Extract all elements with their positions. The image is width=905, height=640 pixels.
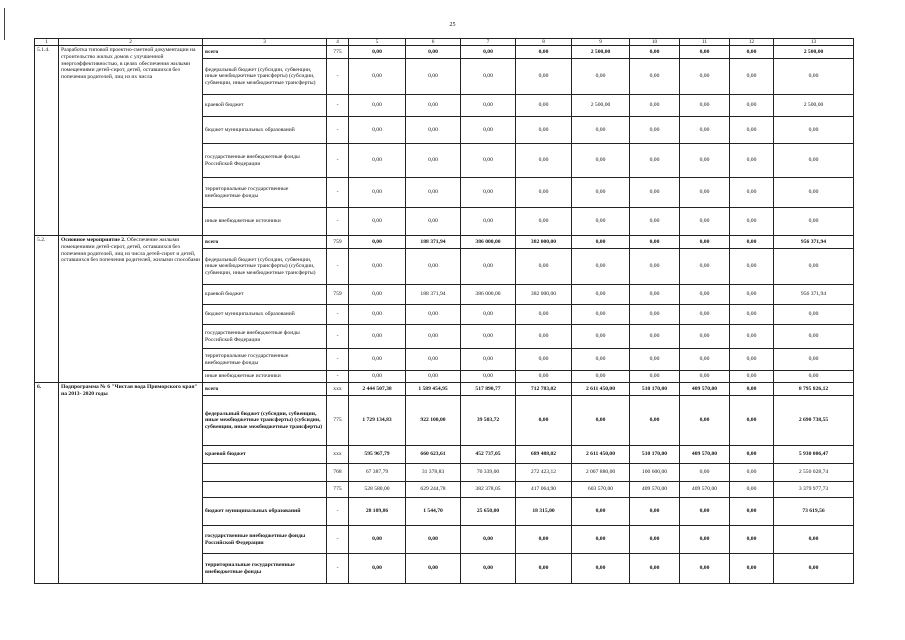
year-amount: 0,00 [406, 46, 461, 59]
year-amount: 0,00 [680, 371, 730, 383]
year-amount: 660 623,61 [406, 446, 461, 464]
section-number: 5.2. [35, 236, 59, 383]
year-amount: 0,00 [349, 371, 406, 383]
year-amount: 0,00 [516, 144, 572, 178]
year-amount: 922 100,00 [406, 396, 461, 446]
year-amount: 188 371,94 [406, 236, 461, 249]
year-amount: 2 007 880,00 [572, 464, 630, 482]
year-amount: 0,00 [630, 371, 680, 383]
year-amount: 0,00 [406, 95, 461, 117]
funding-source: территориальные государственные внебюджетные фонды [203, 349, 327, 371]
year-amount: 0,00 [516, 554, 572, 584]
column-number: 10 [630, 39, 680, 46]
year-amount: 0,00 [572, 396, 630, 446]
year-amount: 0,00 [349, 59, 406, 95]
year-amount: 0,00 [461, 46, 516, 59]
year-amount: 0,00 [630, 144, 680, 178]
funding-source: бюджет муниципальных образований [203, 305, 327, 325]
funding-source: федеральный бюджет (субсидии, субвенции, иные межбюджетные трансферты) (субсидии, субвенции, иные межбюджетные трансферты) [203, 396, 327, 446]
total-amount: 0,00 [774, 59, 854, 95]
year-amount: 0,00 [630, 349, 680, 371]
budget-code: - [327, 349, 349, 371]
funding-source: бюджет муниципальных образований [203, 498, 327, 526]
year-amount: 0,00 [680, 117, 730, 144]
column-number: 6 [406, 39, 461, 46]
budget-code: - [327, 371, 349, 383]
year-amount: 0,00 [680, 464, 730, 482]
year-amount: 382 378,05 [461, 482, 516, 498]
year-amount: 0,00 [572, 285, 630, 305]
section-number: 6. [35, 383, 59, 584]
year-amount: 0,00 [349, 285, 406, 305]
year-amount: 0,00 [461, 325, 516, 349]
year-amount: 0,00 [572, 305, 630, 325]
table-row [35, 46, 854, 59]
year-amount: 0,00 [730, 349, 774, 371]
year-amount: 0,00 [630, 95, 680, 117]
total-amount: 0,00 [774, 249, 854, 285]
year-amount: 0,00 [630, 285, 680, 305]
year-amount: 517 890,77 [461, 383, 516, 396]
year-amount: 0,00 [406, 305, 461, 325]
year-amount: 0,00 [730, 498, 774, 526]
section-name: Подпрограмма № 6 "Чистая вода Приморского края" на 2013- 2020 годы [59, 383, 203, 584]
year-amount: 0,00 [572, 249, 630, 285]
year-amount: 382 000,00 [516, 236, 572, 249]
year-amount: 0,00 [630, 236, 680, 249]
year-amount: 0,00 [406, 178, 461, 208]
year-amount: 0,00 [630, 396, 680, 446]
year-amount: 0,00 [572, 325, 630, 349]
year-amount: 0,00 [461, 249, 516, 285]
year-amount: 0,00 [516, 208, 572, 236]
column-number: 5 [349, 39, 406, 46]
year-amount: 452 737,05 [461, 446, 516, 464]
year-amount: 0,00 [572, 117, 630, 144]
year-amount: 0,00 [730, 117, 774, 144]
year-amount: 510 170,00 [630, 446, 680, 464]
year-amount: 0,00 [680, 144, 730, 178]
year-amount: 0,00 [516, 46, 572, 59]
year-amount: 0,00 [730, 208, 774, 236]
year-amount: 0,00 [461, 144, 516, 178]
year-amount: 0,00 [680, 554, 730, 584]
total-amount: 0,00 [774, 178, 854, 208]
budget-code: 759 [327, 285, 349, 305]
total-amount: 0,00 [774, 144, 854, 178]
funding-source: государственные внебюджетные фонды Российской Федерации [203, 526, 327, 554]
budget-code: - [327, 59, 349, 95]
column-number: 1 [35, 39, 59, 46]
year-amount: 0,00 [349, 305, 406, 325]
year-amount: 2 611 450,00 [572, 446, 630, 464]
budget-code: - [327, 554, 349, 584]
year-amount: 0,00 [461, 117, 516, 144]
year-amount: 0,00 [349, 249, 406, 285]
year-amount: 0,00 [516, 325, 572, 349]
funding-source: всего [203, 383, 327, 396]
section-number: 5.1.4. [35, 46, 59, 236]
year-amount: 382 000,00 [516, 285, 572, 305]
year-amount: 0,00 [461, 178, 516, 208]
year-amount: 0,00 [730, 46, 774, 59]
year-amount: 1 589 454,95 [406, 383, 461, 396]
year-amount: 31 378,83 [406, 464, 461, 482]
year-amount: 0,00 [461, 305, 516, 325]
year-amount: 0,00 [630, 554, 680, 584]
funding-source: федеральный бюджет (субсидии, субвенции, иные межбюджетные трансферты) (субсидии, субвенции, иные межбюджетные трансферты) [203, 59, 327, 95]
total-amount: 5 930 006,47 [774, 446, 854, 464]
year-amount: 689 488,02 [516, 446, 572, 464]
year-amount: 0,00 [630, 498, 680, 526]
table-row [35, 236, 854, 249]
year-amount: 0,00 [516, 349, 572, 371]
total-amount: 956 371,94 [774, 236, 854, 249]
total-amount: 8 795 826,12 [774, 383, 854, 396]
year-amount: 0,00 [680, 208, 730, 236]
budget-code: - [327, 249, 349, 285]
year-amount: 0,00 [406, 554, 461, 584]
year-amount: 70 339,00 [461, 464, 516, 482]
year-amount: 0,00 [680, 236, 730, 249]
year-amount: 0,00 [349, 236, 406, 249]
year-amount: 0,00 [572, 59, 630, 95]
program-funding-table [34, 38, 854, 584]
year-amount: 0,00 [349, 95, 406, 117]
year-amount: 0,00 [516, 117, 572, 144]
funding-source [203, 482, 327, 498]
funding-source: государственные внебюджетные фонды Российской Федерации [203, 325, 327, 349]
budget-code: - [327, 305, 349, 325]
year-amount: 0,00 [730, 554, 774, 584]
column-number: 7 [461, 39, 516, 46]
year-amount: 0,00 [680, 349, 730, 371]
funding-source [203, 464, 327, 482]
year-amount: 409 570,00 [680, 482, 730, 498]
year-amount: 0,00 [630, 178, 680, 208]
year-amount: 0,00 [730, 178, 774, 208]
year-amount: 0,00 [406, 325, 461, 349]
year-amount: 2 611 450,00 [572, 383, 630, 396]
year-amount: 0,00 [680, 95, 730, 117]
budget-code: - [327, 144, 349, 178]
funding-source: федеральный бюджет (субсидии, субвенции, иные межбюджетные трансферты) (субсидии, субвенции, иные межбюджетные трансферты) [203, 249, 327, 285]
year-amount: 0,00 [730, 464, 774, 482]
year-amount: 0,00 [461, 95, 516, 117]
funding-source: территориальные государственные внебюджетные фонды [203, 554, 327, 584]
year-amount: 0,00 [461, 208, 516, 236]
year-amount: 409 570,00 [680, 383, 730, 396]
year-amount: 0,00 [406, 349, 461, 371]
budget-code: 775 [327, 46, 349, 59]
year-amount: 0,00 [572, 178, 630, 208]
year-amount: 0,00 [730, 305, 774, 325]
year-amount: 67 387,79 [349, 464, 406, 482]
year-amount: 0,00 [680, 178, 730, 208]
year-amount: 0,00 [461, 371, 516, 383]
year-amount: 603 570,00 [572, 482, 630, 498]
year-amount: 25 650,00 [461, 498, 516, 526]
budget-code: 775 [327, 482, 349, 498]
total-amount: 2 550 028,74 [774, 464, 854, 482]
budget-code: 775 [327, 396, 349, 446]
year-amount: 0,00 [730, 249, 774, 285]
total-amount: 2 690 738,55 [774, 396, 854, 446]
year-amount: 39 503,72 [461, 396, 516, 446]
year-amount: 0,00 [572, 349, 630, 371]
total-amount: 0,00 [774, 325, 854, 349]
year-amount: 0,00 [572, 208, 630, 236]
year-amount: 0,00 [516, 178, 572, 208]
funding-source: краевой бюджет [203, 446, 327, 464]
year-amount: 0,00 [406, 208, 461, 236]
year-amount: 0,00 [461, 526, 516, 554]
total-amount: 956 371,94 [774, 285, 854, 305]
section-name: Разработка типовой проектно-сметной документации на строительство жилых домов с улучшенной энергоэффективностью, в целях обеспечения жилыми помещениями детей-сирот, детей, оставшихся без попечения родителей, лиц из их числа [59, 46, 203, 236]
year-amount: 0,00 [730, 482, 774, 498]
year-amount: 0,00 [730, 325, 774, 349]
year-amount: 0,00 [572, 498, 630, 526]
year-amount: 0,00 [349, 526, 406, 554]
year-amount: 0,00 [730, 95, 774, 117]
year-amount: 0,00 [349, 208, 406, 236]
section-name: Основное мероприятие 2. Обеспечение жилыми помещениями детей-сирот, детей, оставшихся без попечения родителей, лиц из числа детей-сирот и детей, оставшихся без попечения родителей, жилыми способами [59, 236, 203, 383]
year-amount: 0,00 [406, 59, 461, 95]
column-number: 13 [774, 39, 854, 46]
year-amount: 0,00 [461, 554, 516, 584]
year-amount: 0,00 [680, 305, 730, 325]
budget-code: - [327, 498, 349, 526]
budget-code: 768 [327, 464, 349, 482]
year-amount: 0,00 [406, 117, 461, 144]
total-amount: 2 500,00 [774, 46, 854, 59]
year-amount: 0,00 [630, 305, 680, 325]
year-amount: 0,00 [730, 526, 774, 554]
total-amount: 0,00 [774, 526, 854, 554]
year-amount: 0,00 [406, 144, 461, 178]
column-number: 4 [327, 39, 349, 46]
total-amount: 0,00 [774, 349, 854, 371]
year-amount: 0,00 [730, 446, 774, 464]
year-amount: 0,00 [349, 144, 406, 178]
year-amount: 0,00 [630, 325, 680, 349]
year-amount: 0,00 [516, 249, 572, 285]
year-amount: 0,00 [730, 396, 774, 446]
year-amount: 0,00 [680, 285, 730, 305]
total-amount: 0,00 [774, 554, 854, 584]
year-amount: 0,00 [680, 59, 730, 95]
total-amount: 0,00 [774, 371, 854, 383]
budget-code: - [327, 95, 349, 117]
year-amount: 100 600,00 [630, 464, 680, 482]
year-amount: 0,00 [730, 144, 774, 178]
year-amount: 0,00 [349, 349, 406, 371]
year-amount: 386 000,00 [461, 236, 516, 249]
year-amount: 0,00 [630, 526, 680, 554]
year-amount: 18 315,00 [516, 498, 572, 526]
year-amount: 0,00 [572, 236, 630, 249]
budget-code: - [327, 325, 349, 349]
year-amount: 0,00 [349, 325, 406, 349]
budget-code: xxx [327, 446, 349, 464]
year-amount: 0,00 [516, 396, 572, 446]
year-amount: 0,00 [349, 178, 406, 208]
year-amount: 595 967,79 [349, 446, 406, 464]
year-amount: 2 500,00 [572, 95, 630, 117]
year-amount: 0,00 [680, 249, 730, 285]
year-amount: 0,00 [730, 236, 774, 249]
column-number: 9 [572, 39, 630, 46]
year-amount: 0,00 [461, 349, 516, 371]
year-amount: 0,00 [572, 371, 630, 383]
year-amount: 0,00 [516, 526, 572, 554]
budget-code: - [327, 178, 349, 208]
total-amount: 0,00 [774, 117, 854, 144]
year-amount: 28 109,86 [349, 498, 406, 526]
year-amount: 0,00 [572, 526, 630, 554]
year-amount: 417 064,90 [516, 482, 572, 498]
total-amount: 0,00 [774, 305, 854, 325]
year-amount: 272 423,12 [516, 464, 572, 482]
funding-source: иные внебюджетные источники [203, 208, 327, 236]
funding-source: территориальные государственные внебюджетные фонды [203, 178, 327, 208]
budget-code: - [327, 208, 349, 236]
year-amount: 0,00 [680, 396, 730, 446]
year-amount: 0,00 [406, 526, 461, 554]
year-amount: 0,00 [730, 371, 774, 383]
year-amount: 0,00 [630, 46, 680, 59]
section-name-prefix: Основное мероприятие 2. [61, 237, 126, 244]
total-amount: 73 619,56 [774, 498, 854, 526]
year-amount: 0,00 [349, 554, 406, 584]
year-amount: 409 570,00 [630, 482, 680, 498]
year-amount: 712 783,02 [516, 383, 572, 396]
year-amount: 0,00 [630, 249, 680, 285]
year-amount: 0,00 [730, 383, 774, 396]
year-amount: 0,00 [516, 371, 572, 383]
year-amount: 0,00 [349, 46, 406, 59]
year-amount: 409 570,00 [680, 446, 730, 464]
funding-source: всего [203, 236, 327, 249]
year-amount: 0,00 [680, 526, 730, 554]
year-amount: 0,00 [516, 305, 572, 325]
column-number: 8 [516, 39, 572, 46]
year-amount: 528 580,00 [349, 482, 406, 498]
year-amount: 0,00 [461, 59, 516, 95]
year-amount: 0,00 [349, 117, 406, 144]
year-amount: 0,00 [730, 285, 774, 305]
page-number: 25 [449, 22, 456, 28]
year-amount: 0,00 [406, 249, 461, 285]
funding-source: краевой бюджет [203, 95, 327, 117]
year-amount: 1 729 134,83 [349, 396, 406, 446]
total-amount: 3 379 977,73 [774, 482, 854, 498]
year-amount: 0,00 [730, 59, 774, 95]
year-amount: 510 170,00 [630, 383, 680, 396]
year-amount: 0,00 [680, 325, 730, 349]
budget-code: 759 [327, 236, 349, 249]
year-amount: 1 544,70 [406, 498, 461, 526]
year-amount: 0,00 [680, 46, 730, 59]
year-amount: 0,00 [516, 95, 572, 117]
funding-source: иные внебюджетные источники [203, 371, 327, 383]
column-number: 11 [680, 39, 730, 46]
table-row [35, 383, 854, 396]
funding-source: всего [203, 46, 327, 59]
year-amount: 188 371,94 [406, 285, 461, 305]
year-amount: 2 500,00 [572, 46, 630, 59]
column-number: 2 [59, 39, 203, 46]
year-amount: 0,00 [630, 117, 680, 144]
column-number: 3 [203, 39, 327, 46]
funding-source: краевой бюджет [203, 285, 327, 305]
year-amount: 0,00 [572, 554, 630, 584]
year-amount: 0,00 [406, 371, 461, 383]
column-number: 12 [730, 39, 774, 46]
budget-code: xxx [327, 383, 349, 396]
year-amount: 629 244,78 [406, 482, 461, 498]
year-amount: 386 000,00 [461, 285, 516, 305]
year-amount: 0,00 [680, 498, 730, 526]
funding-source: бюджет муниципальных образований [203, 117, 327, 144]
year-amount: 2 444 507,38 [349, 383, 406, 396]
budget-code: - [327, 117, 349, 144]
year-amount: 0,00 [516, 59, 572, 95]
funding-source: государственные внебюджетные фонды Российской Федерации [203, 144, 327, 178]
year-amount: 0,00 [630, 208, 680, 236]
year-amount: 0,00 [630, 59, 680, 95]
total-amount: 2 500,00 [774, 95, 854, 117]
budget-code: - [327, 526, 349, 554]
year-amount: 0,00 [572, 144, 630, 178]
total-amount: 0,00 [774, 208, 854, 236]
column-number-row [35, 39, 854, 46]
